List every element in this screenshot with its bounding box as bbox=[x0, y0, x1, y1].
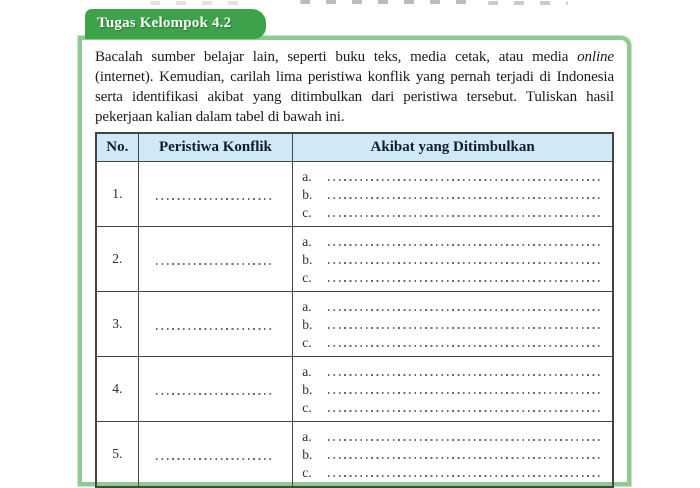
akibat-dotted-line bbox=[328, 392, 602, 394]
akibat-cell bbox=[293, 227, 613, 292]
peristiwa-cell bbox=[138, 422, 293, 488]
akibat-item-label: b. bbox=[302, 252, 313, 267]
akibat-dotted-line bbox=[328, 197, 602, 199]
akibat-item-label: b. bbox=[302, 187, 313, 202]
akibat-line bbox=[302, 427, 602, 445]
row-number-cell bbox=[96, 357, 138, 422]
table-row bbox=[96, 357, 613, 422]
peristiwa-dotted-line bbox=[156, 328, 274, 330]
akibat-line bbox=[302, 167, 602, 185]
instruction-italic-text: online bbox=[577, 49, 614, 65]
akibat-dotted-line bbox=[328, 179, 602, 181]
akibat-item-label: b. bbox=[302, 447, 313, 462]
row-number: 1. bbox=[112, 186, 123, 201]
row-number: 2. bbox=[112, 251, 123, 266]
akibat-lines bbox=[293, 292, 612, 356]
akibat-dotted-line bbox=[328, 280, 602, 282]
akibat-dotted-line bbox=[328, 439, 602, 441]
assignment-table bbox=[95, 132, 614, 488]
akibat-dotted-line bbox=[328, 309, 602, 311]
akibat-item-label: b. bbox=[302, 317, 313, 332]
akibat-line bbox=[302, 398, 602, 416]
akibat-dotted-line bbox=[328, 475, 602, 477]
peristiwa-cell bbox=[138, 292, 293, 357]
akibat-line bbox=[302, 333, 602, 351]
akibat-item-label: a. bbox=[302, 364, 312, 379]
akibat-cell bbox=[293, 422, 613, 488]
column-header-peristiwa-konflik: Peristiwa Konflik bbox=[138, 133, 293, 162]
peristiwa-cell bbox=[138, 357, 293, 422]
akibat-lines bbox=[293, 162, 612, 226]
column-header-akibat: Akibat yang Ditimbulkan bbox=[293, 133, 613, 162]
akibat-dotted-line bbox=[328, 215, 602, 217]
row-number-cell bbox=[96, 227, 138, 292]
instruction-text: (internet). Kemudian, carilah lima peristiwa konflik yang pernah terjadi di Indonesia serta identifikasi akibat yang ditimbulkan dari peristiwa tersebut. Tuliskan hasil pekerjaan kalian dalam tabel di bawah ini. bbox=[95, 69, 614, 125]
akibat-dotted-line bbox=[328, 244, 602, 246]
akibat-item-label: a. bbox=[302, 429, 312, 444]
akibat-line bbox=[302, 250, 602, 268]
table-row bbox=[96, 227, 613, 292]
task-box bbox=[78, 36, 631, 486]
akibat-line bbox=[302, 232, 602, 250]
row-number: 3. bbox=[112, 316, 123, 331]
table-row bbox=[96, 162, 613, 227]
akibat-item-label: c. bbox=[302, 205, 312, 220]
akibat-dotted-line bbox=[328, 262, 602, 264]
akibat-dotted-line bbox=[328, 345, 602, 347]
row-number: 4. bbox=[112, 381, 123, 396]
instruction-text: Bacalah sumber belajar lain, seperti buku teks, media cetak, atau media bbox=[95, 49, 578, 65]
akibat-line bbox=[302, 297, 602, 315]
akibat-cell bbox=[293, 162, 613, 227]
cropped-text-fragment bbox=[300, 0, 470, 4]
row-number-cell bbox=[96, 292, 138, 357]
akibat-line bbox=[302, 185, 602, 203]
peristiwa-dotted-line bbox=[156, 198, 274, 200]
table-row bbox=[96, 292, 613, 357]
akibat-item-label: a. bbox=[302, 234, 312, 249]
akibat-item-label: c. bbox=[302, 270, 312, 285]
akibat-lines bbox=[293, 357, 612, 421]
peristiwa-cell bbox=[138, 162, 293, 227]
akibat-lines bbox=[293, 227, 612, 291]
akibat-lines bbox=[293, 422, 612, 486]
akibat-line bbox=[302, 315, 602, 333]
akibat-dotted-line bbox=[328, 410, 602, 412]
akibat-line bbox=[302, 268, 602, 286]
column-header-no: No. bbox=[96, 133, 138, 162]
akibat-item-label: b. bbox=[302, 382, 313, 397]
akibat-cell bbox=[293, 357, 613, 422]
akibat-item-label: c. bbox=[302, 335, 312, 350]
row-number-cell bbox=[96, 422, 138, 488]
akibat-line bbox=[302, 380, 602, 398]
task-tab bbox=[85, 9, 266, 39]
akibat-line bbox=[302, 445, 602, 463]
akibat-dotted-line bbox=[328, 457, 602, 459]
cropped-text-fragment bbox=[150, 1, 240, 5]
akibat-item-label: a. bbox=[302, 169, 312, 184]
row-number: 5. bbox=[112, 446, 123, 461]
peristiwa-dotted-line bbox=[156, 393, 274, 395]
akibat-dotted-line bbox=[328, 374, 602, 376]
cropped-text-fragment bbox=[488, 1, 568, 5]
peristiwa-dotted-line bbox=[156, 263, 274, 265]
table-row bbox=[96, 422, 613, 488]
table-header-row bbox=[96, 133, 613, 162]
akibat-item-label: c. bbox=[302, 400, 312, 415]
akibat-item-label: c. bbox=[302, 465, 312, 480]
instructions-paragraph bbox=[95, 47, 614, 127]
row-number-cell bbox=[96, 162, 138, 227]
akibat-item-label: a. bbox=[302, 299, 312, 314]
akibat-line bbox=[302, 362, 602, 380]
peristiwa-cell bbox=[138, 227, 293, 292]
akibat-line bbox=[302, 203, 602, 221]
akibat-cell bbox=[293, 292, 613, 357]
peristiwa-dotted-line bbox=[156, 458, 274, 460]
akibat-dotted-line bbox=[328, 327, 602, 329]
task-tab-label: Tugas Kelompok 4.2 bbox=[97, 15, 232, 31]
